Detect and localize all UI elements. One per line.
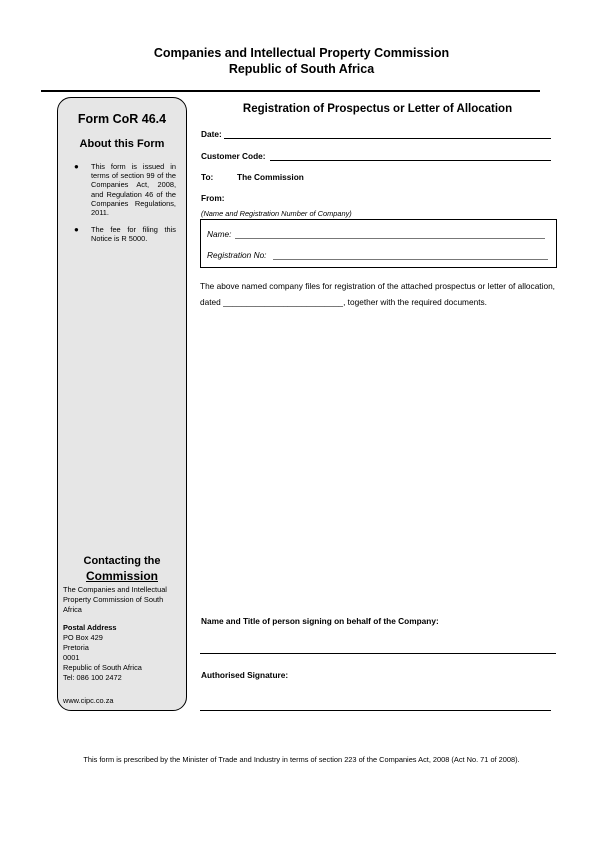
to-label: To: xyxy=(201,172,214,182)
postal-line: Pretoria xyxy=(63,643,89,652)
about-bullets xyxy=(72,162,176,252)
sidebar-panel xyxy=(57,97,187,711)
contact-heading: Contacting the xyxy=(83,555,161,567)
bullet-text: The fee for filing this Notice is R 5000. xyxy=(91,225,176,244)
country-name: Republic of South Africa xyxy=(228,62,375,76)
signer-label: Name and Title of person signing on behalf of the Company: xyxy=(201,616,439,626)
to-value: The Commission xyxy=(237,172,304,182)
postal-line: Republic of South Africa xyxy=(63,663,142,672)
footer-note: This form is prescribed by the Minister of Trade and Industry in terms of section 223 of the Companies Act, 2008 (Act No. 71 of 2008). xyxy=(83,755,520,764)
paragraph-text: , together with the required documents. xyxy=(343,296,487,307)
registration-number-field[interactable] xyxy=(273,259,548,260)
bullet-icon: ● xyxy=(74,225,79,235)
bullet-icon: ● xyxy=(74,162,79,171)
about-heading: About this Form xyxy=(79,138,165,150)
paragraph-text: The above named company files for registration of the attached prospectus or letter of allocation, dated xyxy=(200,281,555,307)
date-label: Date: xyxy=(201,129,222,139)
bullet-text: This form is issued in terms of section 99 of the Companies Act, 2008, and Regulation 46 of the Companies Regulations, 2011. xyxy=(91,162,176,218)
customer-code-field[interactable] xyxy=(270,160,551,161)
date-field[interactable] xyxy=(224,138,551,139)
postal-heading: Postal Address xyxy=(63,623,117,632)
allocation-date-field[interactable]: __________________________ xyxy=(223,296,344,307)
registration-number-label: Registration No: xyxy=(207,250,267,260)
name-label: Name: xyxy=(207,229,232,239)
website-link[interactable]: www.cipc.co.za xyxy=(63,696,114,705)
postal-line: 0001 xyxy=(63,653,80,662)
declaration-paragraph xyxy=(200,279,555,310)
company-details-box xyxy=(200,219,557,268)
customer-code-label: Customer Code: xyxy=(201,151,266,161)
contact-details xyxy=(63,585,181,683)
contact-body: The Companies and Intellectual Property Commission of South Africa xyxy=(63,585,167,614)
signature-field[interactable] xyxy=(200,710,551,711)
from-label: From: xyxy=(201,193,225,203)
form-title: Registration of Prospectus or Letter of Allocation xyxy=(242,103,513,115)
postal-line: PO Box 429 xyxy=(63,633,103,642)
from-note: (Name and Registration Number of Company) xyxy=(201,209,352,218)
name-field[interactable] xyxy=(235,238,545,239)
form-number: Form CoR 46.4 xyxy=(77,112,167,126)
signer-field[interactable] xyxy=(200,653,556,654)
contact-heading-commission: Commission xyxy=(85,569,158,583)
about-bullet xyxy=(72,225,176,243)
about-bullet xyxy=(72,162,176,217)
postal-line: Tel: 086 100 2472 xyxy=(63,673,122,682)
signature-label: Authorised Signature: xyxy=(201,670,289,680)
header-rule xyxy=(41,90,540,92)
commission-name: Companies and Intellectual Property Commission xyxy=(153,46,450,60)
